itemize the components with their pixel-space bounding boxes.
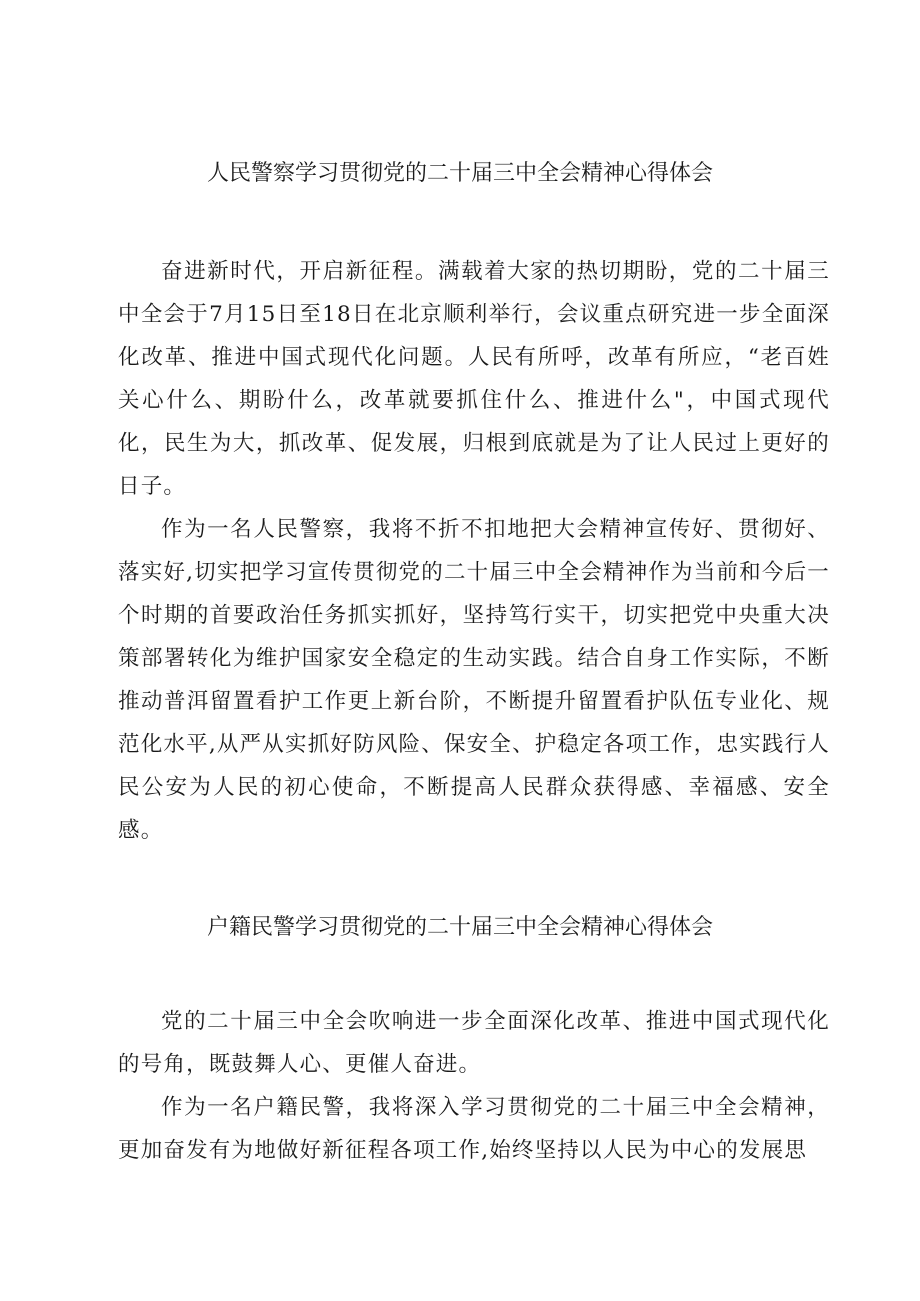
- section-2-body: [118, 1000, 830, 1172]
- section-2-title: 户籍民警学习贯彻党的二十届三中全会精神心得体会: [206, 915, 713, 940]
- section-2-paragraph-1: 党的二十届三中全会吹响进一步全面深化改革、推进中国式现代化的号角，既鼓舞人心、更催人奋进。: [118, 1009, 830, 1077]
- section-1-paragraph-1: 奋进新时代，开启新征程。满载着大家的热切期盼，党的二十届三中全会于7月15日至18日在北京顺利举行，会议重点研究进一步全面深化改革、推进中国式现代化问题。人民有所呼，改革有所应，“老百姓关心什么、期盼什么，改革就要抓住什么、推进什么"，中国式现代化，民生为大，抓改革、促发展，归根到底就是为了让人民过上更好的日子。: [118, 259, 830, 499]
- section-1-paragraph-2: 作为一名人民警察，我将不折不扣地把大会精神宣传好、贯彻好、落实好,切实把学习宣传贯彻党的二十届三中全会精神作为当前和今后一个时期的首要政治任务抓实抓好，坚持笃行实干，切实把党中央重大决策部署转化为维护国家安全稳定的生动实践。结合自身工作实际，不断推动普洱留置看护工作更上新台阶，不断提升留置看护队伍专业化、规范化水平,从严从实抓好防风险、保安全、护稳定各项工作，忠实践行人民公安为人民的初心使命，不断提高人民群众获得感、幸福感、安全感。: [118, 517, 830, 843]
- section-1-title: 人民警察学习贯彻党的二十届三中全会精神心得体会: [206, 161, 713, 186]
- section-2-paragraph-2: 作为一名户籍民警，我将深入学习贯彻党的二十届三中全会精神，更加奋发有为地做好新征程各项工作,始终坚持以人民为中心的发展思: [118, 1095, 830, 1163]
- section-1-body: [118, 250, 830, 852]
